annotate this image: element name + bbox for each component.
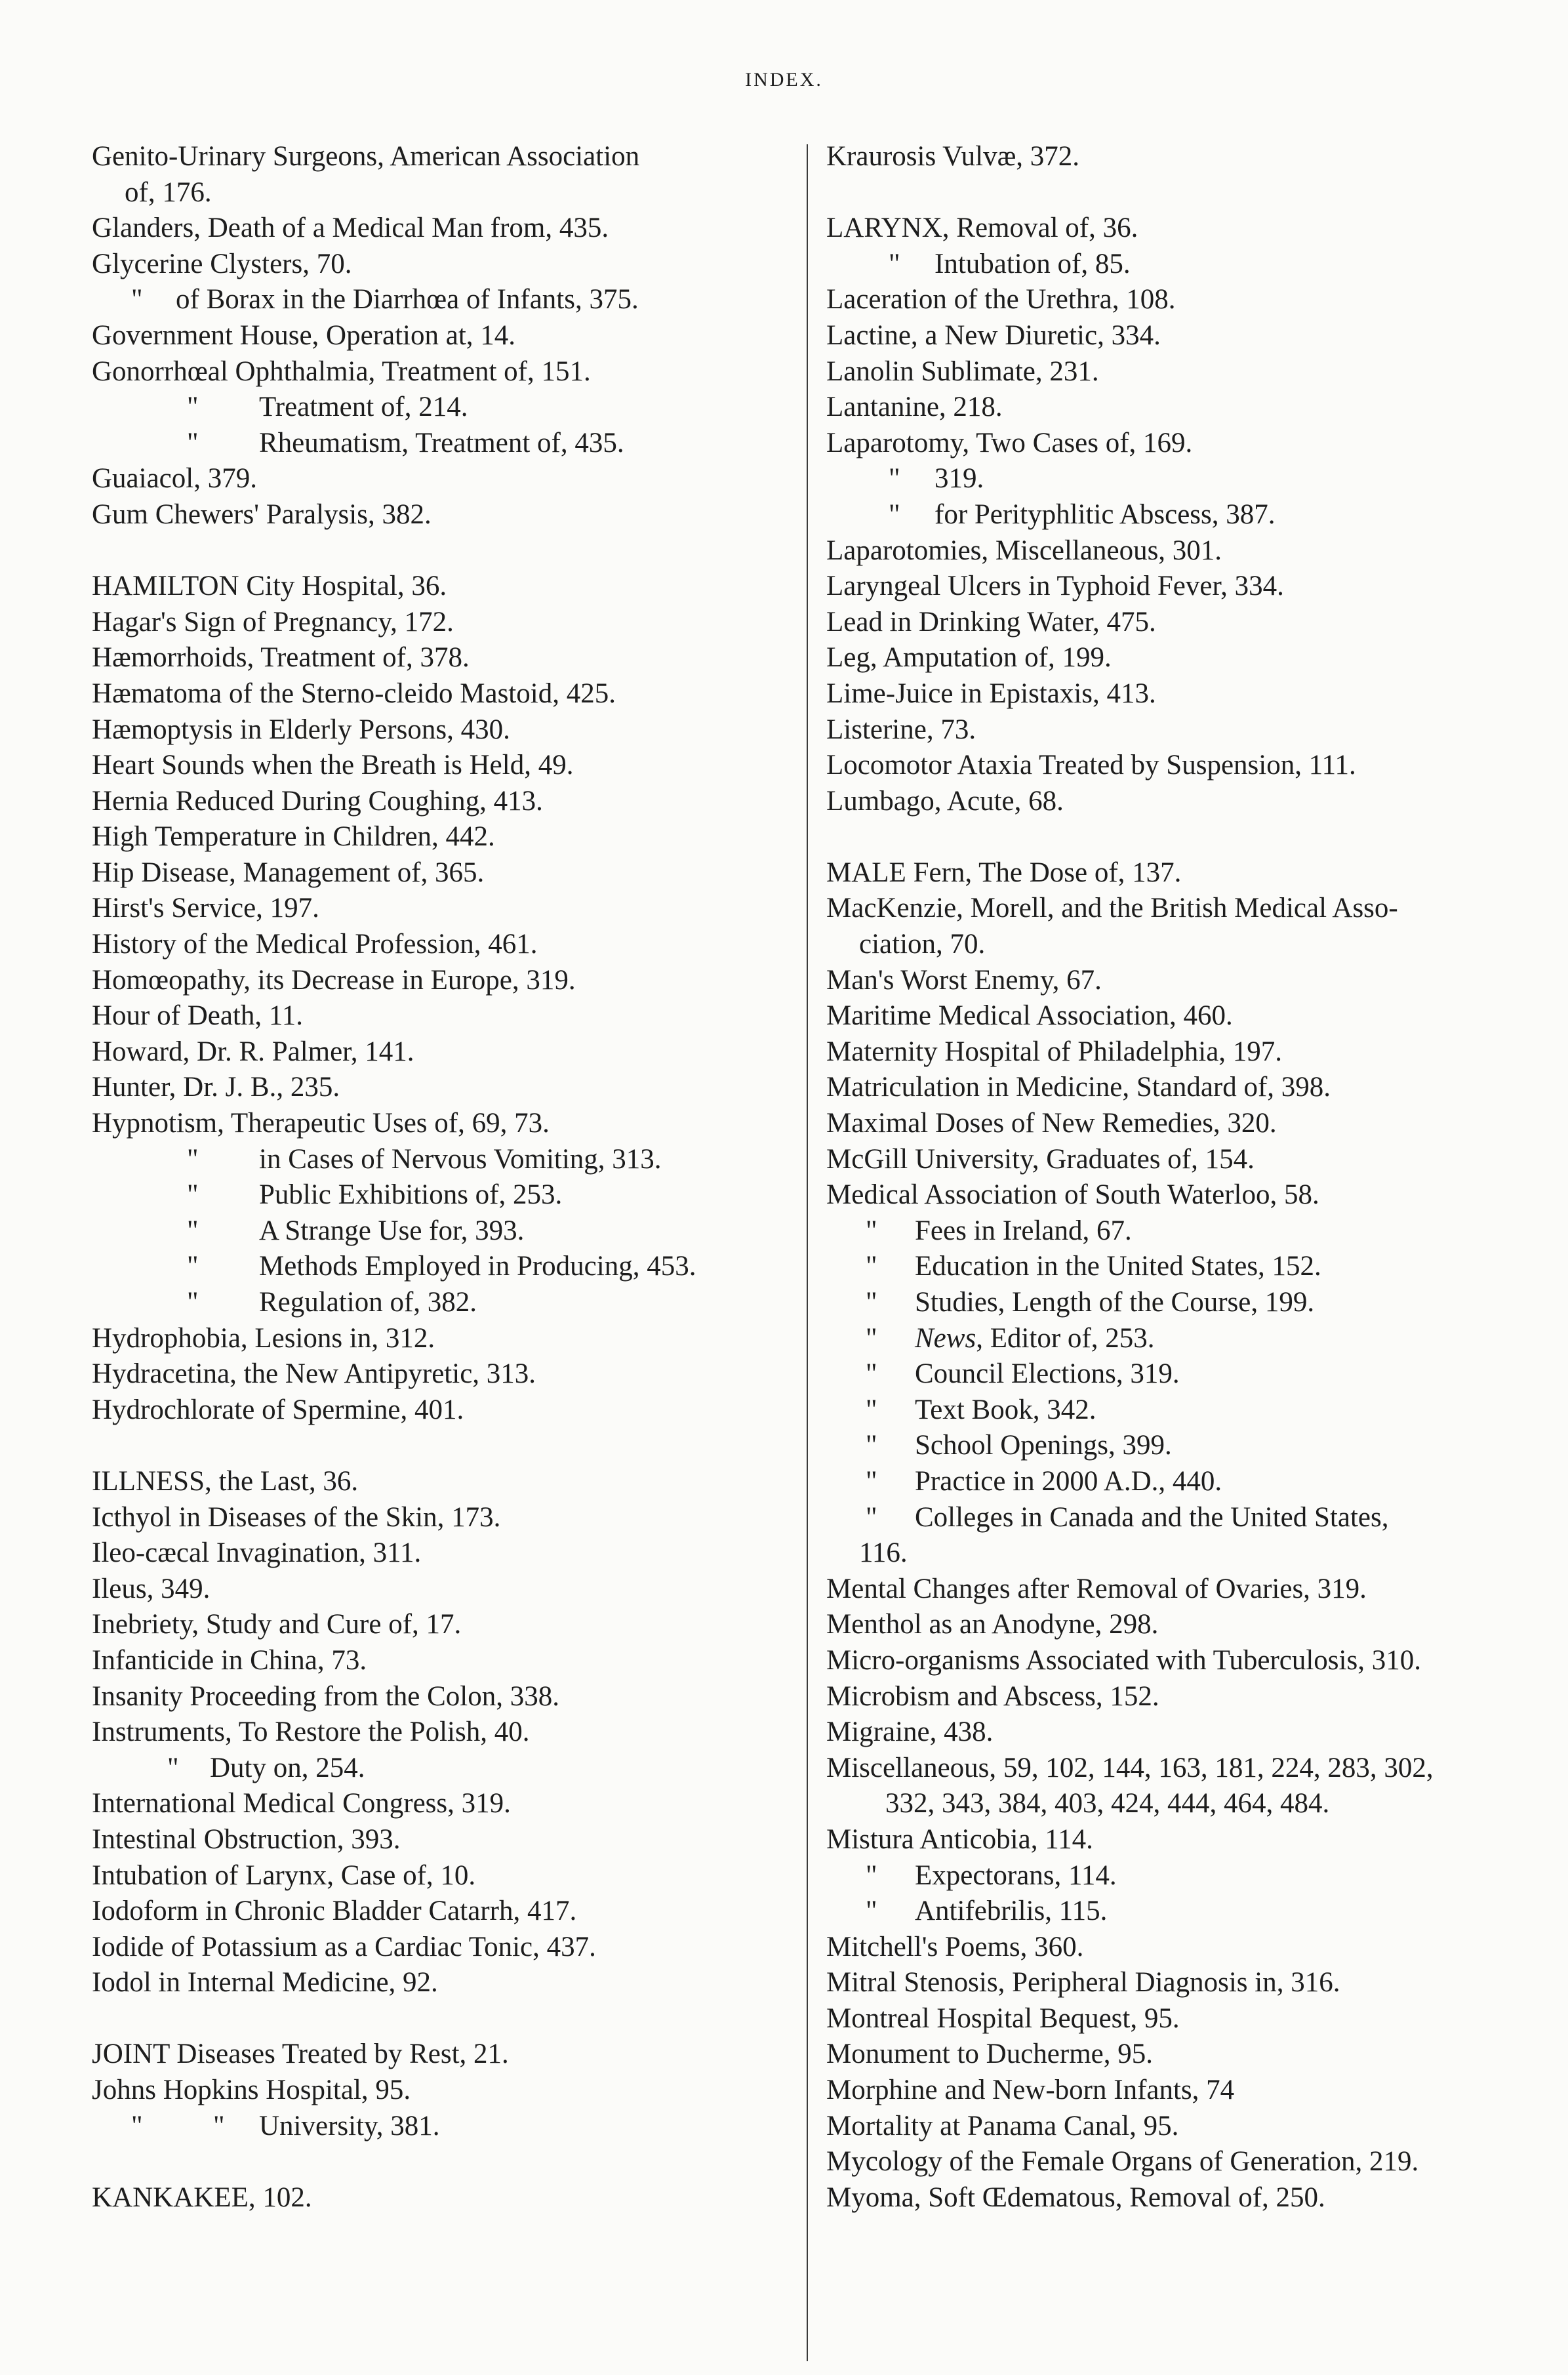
index-entry <box>826 1070 1528 1106</box>
index-entry-text: Hæmorrhoids, Treatment of, 378. <box>92 642 470 674</box>
ditto-mark: " <box>187 1251 199 1282</box>
index-entry <box>826 1679 1528 1715</box>
index-entry <box>92 1643 787 1679</box>
index-entry <box>826 676 1528 712</box>
index-subentry-text: Regulation of, 382. <box>259 1287 477 1318</box>
ditto-mark: " <box>187 392 199 423</box>
section-gap <box>92 2001 787 2037</box>
index-entry-text: Genito-Urinary Surgeons, American Association <box>92 141 640 172</box>
index-entry-text: Maternity Hospital of Philadelphia, 197. <box>826 1036 1283 1067</box>
index-entry <box>92 605 787 641</box>
ditto-mark: " <box>866 1215 877 1246</box>
index-entry <box>826 640 1528 676</box>
index-entry <box>92 712 787 748</box>
index-entry <box>826 712 1528 748</box>
index-entry-text: Laparotomies, Miscellaneous, 301. <box>826 535 1222 566</box>
index-entry <box>826 390 1528 426</box>
index-entry-text: Laceration of the Urethra, 108. <box>826 284 1176 315</box>
index-entry <box>92 1464 787 1500</box>
section-gap <box>92 1428 787 1464</box>
index-entry <box>92 1822 787 1858</box>
index-entry-text: Mental Changes after Removal of Ovaries, 319. <box>826 1573 1367 1604</box>
index-entry <box>92 354 787 390</box>
index-entry-text: Heart Sounds when the Breath is Held, 49. <box>92 750 574 781</box>
index-entry <box>826 605 1528 641</box>
index-entry-text: Kraurosis Vulvæ, 372. <box>826 141 1080 172</box>
index-entry-text: Ileo-cæcal Invagination, 311. <box>92 1537 422 1569</box>
index-subentry <box>92 1213 787 1249</box>
index-entry-continuation: ciation, 70. <box>859 929 986 960</box>
ditto-mark: " <box>866 1322 877 1354</box>
index-entry <box>826 963 1528 999</box>
index-entry <box>826 1643 1528 1679</box>
index-entry <box>826 2073 1528 2109</box>
index-entry <box>826 1177 1528 1213</box>
index-entry-text: Mycology of the Female Organs of Generation, 219. <box>826 2146 1419 2178</box>
ditto-mark: " <box>889 498 900 530</box>
ditto-mark: " <box>866 1896 877 1927</box>
index-entry <box>826 1535 1528 1572</box>
index-entry <box>92 1034 787 1070</box>
index-entry-text: JOINT Diseases Treated by Rest, 21. <box>92 2039 509 2070</box>
index-entry-text: Hydrophobia, Lesions in, 312. <box>92 1322 435 1354</box>
index-entry <box>92 1858 787 1894</box>
index-entry-text: Leg, Amputation of, 199. <box>826 642 1112 674</box>
index-entry <box>92 1392 787 1429</box>
index-entry <box>826 2001 1528 2037</box>
index-entry-text: Morphine and New-born Infants, 74 <box>826 2075 1235 2106</box>
ditto-mark: " <box>866 1859 877 1891</box>
ditto-mark: " <box>866 1465 877 1497</box>
index-subentry <box>826 1249 1528 1285</box>
section-gap <box>92 533 787 569</box>
index-entry-text: Man's Worst Enemy, 67. <box>826 964 1102 996</box>
index-entry-text: International Medical Congress, 319. <box>92 1788 511 1819</box>
column-divider <box>807 144 808 2361</box>
index-entry <box>826 1572 1528 1608</box>
ditto-mark: " <box>187 1215 199 1246</box>
index-entry <box>92 1930 787 1966</box>
index-entry <box>826 2037 1528 2073</box>
index-entry-text: Migraine, 438. <box>826 1716 994 1748</box>
index-entry-text: Government House, Operation at, 14. <box>92 319 516 351</box>
ditto-mark: " <box>866 1394 877 1425</box>
index-entry <box>92 461 787 497</box>
index-entry-text: Hunter, Dr. J. B., 235. <box>92 1072 340 1103</box>
index-entry <box>92 1715 787 1751</box>
index-entry-text: Laparotomy, Two Cases of, 169. <box>826 427 1193 458</box>
index-entry <box>92 497 787 533</box>
index-subentry-text: University, 381. <box>259 2110 440 2142</box>
index-entry <box>826 533 1528 569</box>
index-entry <box>826 318 1528 354</box>
index-entry-text: Ileus, 349. <box>92 1573 211 1604</box>
index-subentry-text: Education in the United States, 152. <box>915 1251 1321 1282</box>
index-subentry <box>826 1858 1528 1894</box>
index-entry-continuation: of, 176. <box>125 176 212 208</box>
ditto-mark: " <box>213 2110 225 2142</box>
index-entry-text: Iodide of Potassium as a Cardiac Tonic, 437. <box>92 1931 596 1962</box>
ditto-mark: " <box>866 1430 877 1461</box>
index-entry <box>92 1965 787 2001</box>
index-entry <box>92 569 787 605</box>
index-entry <box>92 998 787 1034</box>
index-subentry-text: in Cases of Nervous Vomiting, 313. <box>259 1143 662 1175</box>
ditto-mark: " <box>866 1358 877 1390</box>
index-entry-text: ILLNESS, the Last, 36. <box>92 1465 359 1497</box>
index-entry <box>826 927 1528 963</box>
index-entry <box>92 1535 787 1572</box>
index-entry-text: Hydracetina, the New Antipyretic, 313. <box>92 1358 536 1390</box>
index-subentry-text: Methods Employed in Producing, 453. <box>259 1251 696 1282</box>
index-entry-text: Hernia Reduced During Coughing, 413. <box>92 785 543 817</box>
index-entry-text: Gonorrhœal Ophthalmia, Treatment of, 151. <box>92 355 591 387</box>
index-entry-text: LARYNX, Removal of, 36. <box>826 213 1138 244</box>
index-entry <box>826 1607 1528 1643</box>
index-subentry-text: of Borax in the Diarrhœa of Infants, 375. <box>176 284 639 315</box>
index-entry <box>826 855 1528 891</box>
index-entry-text: Instruments, To Restore the Polish, 40. <box>92 1716 530 1748</box>
index-subentry-text: Public Exhibitions of, 253. <box>259 1179 563 1211</box>
index-entry <box>826 1786 1528 1822</box>
index-subentry-text: Colleges in Canada and the United States, <box>915 1501 1389 1533</box>
index-entry-text: Intubation of Larynx, Case of, 10. <box>92 1859 476 1891</box>
index-subentry-text: Studies, Length of the Course, 199. <box>915 1287 1315 1318</box>
index-entry-text: Howard, Dr. R. Palmer, 141. <box>92 1036 414 1067</box>
index-entry <box>92 247 787 283</box>
index-entry <box>92 1607 787 1643</box>
index-entry <box>92 927 787 963</box>
index-entry-text: Iodoform in Chronic Bladder Catarrh, 417. <box>92 1896 577 1927</box>
index-entry-text: Maritime Medical Association, 460. <box>826 1000 1233 1032</box>
index-entry <box>92 1786 787 1822</box>
index-subentry-text: Rheumatism, Treatment of, 435. <box>259 427 624 458</box>
index-entry-text: Johns Hopkins Hospital, 95. <box>92 2075 411 2106</box>
index-subentry <box>826 461 1528 497</box>
index-entry <box>826 784 1528 820</box>
index-subentry <box>92 1142 787 1178</box>
index-subentry-text: A Strange Use for, 393. <box>259 1215 525 1246</box>
index-entry <box>826 1034 1528 1070</box>
index-entry-continuation: 332, 343, 384, 403, 424, 444, 464, 484. <box>885 1788 1330 1819</box>
index-entry-text: MacKenzie, Morell, and the British Medical Asso- <box>826 893 1398 924</box>
index-entry-text: Microbism and Abscess, 152. <box>826 1680 1159 1712</box>
index-entry <box>826 1106 1528 1142</box>
index-subentry-text: Fees in Ireland, 67. <box>915 1215 1132 1246</box>
index-entry <box>826 2109 1528 2145</box>
index-subentry-text: Text Book, 342. <box>915 1394 1096 1425</box>
index-entry-text: Glycerine Clysters, 70. <box>92 248 352 279</box>
ditto-mark: " <box>167 1752 179 1783</box>
index-entry-text: Insanity Proceeding from the Colon, 338. <box>92 1680 559 1712</box>
index-entry-text: Lactine, a New Diuretic, 334. <box>826 319 1161 351</box>
section-gap <box>826 819 1528 855</box>
index-subentry <box>826 1285 1528 1321</box>
ditto-mark: " <box>187 1179 199 1211</box>
index-entry-text: Iodol in Internal Medicine, 92. <box>92 1967 438 1999</box>
index-entry <box>92 211 787 247</box>
index-entry-text: Lumbago, Acute, 68. <box>826 785 1064 817</box>
index-entry <box>92 2073 787 2109</box>
index-entry <box>92 676 787 712</box>
index-entry <box>826 1142 1528 1178</box>
index-entry-text: Maximal Doses of New Remedies, 320. <box>826 1108 1277 1139</box>
index-subentry <box>92 1285 787 1321</box>
index-entry-text: Gum Chewers' Paralysis, 382. <box>92 498 432 530</box>
index-entry <box>826 1715 1528 1751</box>
index-entry-text: HAMILTON City Hospital, 36. <box>92 571 447 602</box>
index-entry-text: History of the Medical Profession, 461. <box>92 929 538 960</box>
index-subentry-text: Council Elections, 319. <box>915 1358 1180 1390</box>
index-entry <box>92 175 787 211</box>
ditto-mark: " <box>131 2110 143 2142</box>
index-entry <box>92 1894 787 1930</box>
index-entry-text: Glanders, Death of a Medical Man from, 435. <box>92 213 609 244</box>
index-subentry <box>92 1177 787 1213</box>
index-entry <box>826 354 1528 390</box>
index-entry <box>92 1070 787 1106</box>
ditto-mark: " <box>866 1251 877 1282</box>
ditto-mark: " <box>131 284 143 315</box>
index-subentry-text: Treatment of, 214. <box>259 392 468 423</box>
index-subentry <box>826 1356 1528 1392</box>
index-entry-text: Hydrochlorate of Spermine, 401. <box>92 1394 464 1425</box>
index-entry <box>92 139 787 175</box>
index-entry-text: Hæmatoma of the Sterno-cleido Mastoid, 425. <box>92 678 616 709</box>
index-entry-text: Myoma, Soft Œdematous, Removal of, 250. <box>826 2182 1325 2213</box>
index-entry-text: Lantanine, 218. <box>826 392 1003 423</box>
index-subentry-text <box>915 1323 1155 1354</box>
index-subentry-rest: , Editor of, 253. <box>976 1322 1155 1354</box>
index-entry-text: MALE Fern, The Dose of, 137. <box>826 857 1182 888</box>
index-subentry <box>92 1249 787 1285</box>
index-entry <box>826 1965 1528 2001</box>
index-entry <box>92 891 787 927</box>
index-subentry <box>826 1428 1528 1464</box>
index-entry <box>92 640 787 676</box>
index-entry <box>92 819 787 855</box>
index-entry-text: McGill University, Graduates of, 154. <box>826 1143 1255 1175</box>
index-entry <box>92 855 787 891</box>
index-entry-text: Monument to Ducherme, 95. <box>826 2039 1153 2070</box>
index-entry-text: Infanticide in China, 73. <box>92 1644 367 1676</box>
index-entry <box>92 1356 787 1392</box>
index-entry-text: Homœopathy, its Decrease in Europe, 319. <box>92 964 576 996</box>
index-entry <box>92 1500 787 1536</box>
index-entry-text: Miscellaneous, 59, 102, 144, 163, 181, 224, 283, 302, <box>826 1752 1434 1783</box>
index-entry-text: Guaiacol, 379. <box>92 463 257 495</box>
index-entry-text: Medical Association of South Waterloo, 58. <box>826 1179 1319 1211</box>
ditto-mark: " <box>187 1143 199 1175</box>
index-entry-text: Lanolin Sublimate, 231. <box>826 355 1099 387</box>
index-subentry <box>826 1500 1528 1536</box>
ditto-mark: " <box>889 463 900 495</box>
index-entry <box>826 426 1528 462</box>
index-entry-text: Hypnotism, Therapeutic Uses of, 69, 73. <box>92 1108 550 1139</box>
index-entry-text: Locomotor Ataxia Treated by Suspension, 111. <box>826 750 1356 781</box>
index-subentry-text: Practice in 2000 A.D., 440. <box>915 1465 1222 1497</box>
index-subentry <box>826 1392 1528 1429</box>
index-entry-text: Hip Disease, Management of, 365. <box>92 857 485 888</box>
index-subentry <box>826 247 1528 283</box>
ditto-mark: " <box>889 248 900 279</box>
index-column-right <box>826 139 1528 2216</box>
index-entry <box>92 1106 787 1142</box>
index-entry <box>826 211 1528 247</box>
index-entry-text: Matriculation in Medicine, Standard of, 398. <box>826 1072 1331 1103</box>
index-entry-text: Inebriety, Study and Cure of, 17. <box>92 1609 462 1640</box>
index-entry-text: Intestinal Obstruction, 393. <box>92 1823 401 1855</box>
section-gap <box>92 2144 787 2180</box>
index-entry <box>826 2180 1528 2216</box>
index-subentry <box>92 426 787 462</box>
index-entry-text: Mortality at Panama Canal, 95. <box>826 2110 1179 2142</box>
index-entry-text: Mitral Stenosis, Peripheral Diagnosis in, 316. <box>826 1967 1340 1999</box>
ditto-mark: " <box>866 1501 877 1533</box>
index-entry-text: Mitchell's Poems, 360. <box>826 1931 1084 1962</box>
index-entry <box>92 318 787 354</box>
index-entry <box>92 784 787 820</box>
index-entry-text: Listerine, 73. <box>826 714 976 745</box>
index-entry <box>92 963 787 999</box>
index-subentry-text: for Perityphlitic Abscess, 387. <box>935 498 1276 530</box>
index-subentry <box>826 1894 1528 1930</box>
index-subentry-text: School Openings, 399. <box>915 1430 1172 1461</box>
ditto-mark: " <box>866 1287 877 1318</box>
index-entry-text: KANKAKEE, 102. <box>92 2182 312 2213</box>
index-entry <box>92 748 787 784</box>
index-entry <box>826 282 1528 318</box>
index-entry <box>92 2037 787 2073</box>
page-title: INDEX. <box>745 69 823 91</box>
index-subentry-text: Expectorans, 114. <box>915 1859 1117 1891</box>
index-entry-text: Lead in Drinking Water, 475. <box>826 606 1156 638</box>
index-subentry <box>826 497 1528 533</box>
index-entry <box>826 891 1528 927</box>
index-entry-text: Hirst's Service, 197. <box>92 893 319 924</box>
index-entry <box>826 2144 1528 2180</box>
index-entry <box>92 2180 787 2216</box>
index-entry-text: Hour of Death, 11. <box>92 1000 304 1032</box>
index-entry <box>826 1822 1528 1858</box>
index-entry-text: Hagar's Sign of Pregnancy, 172. <box>92 606 454 638</box>
italic-title: News <box>915 1322 976 1354</box>
index-entry <box>92 1321 787 1357</box>
index-subentry-text: Duty on, 254. <box>210 1752 365 1783</box>
index-subentry <box>826 1321 1528 1357</box>
index-entry-text: Icthyol in Diseases of the Skin, 173. <box>92 1501 501 1533</box>
index-entry-text: Lime-Juice in Epistaxis, 413. <box>826 678 1156 709</box>
index-entry <box>826 1751 1528 1787</box>
section-gap <box>826 175 1528 211</box>
index-entry <box>826 1930 1528 1966</box>
index-entry <box>826 998 1528 1034</box>
index-entry-text: High Temperature in Children, 442. <box>92 821 495 853</box>
index-entry-continuation: 116. <box>859 1537 908 1569</box>
index-entry-text: Mistura Anticobia, 114. <box>826 1823 1093 1855</box>
index-entry <box>92 1679 787 1715</box>
index-entry-text: Laryngeal Ulcers in Typhoid Fever, 334. <box>826 571 1284 602</box>
index-subentry <box>92 390 787 426</box>
index-entry <box>826 748 1528 784</box>
index-entry <box>826 569 1528 605</box>
index-subentry-text: Intubation of, 85. <box>935 248 1131 279</box>
index-subentry <box>92 1751 787 1787</box>
index-entry <box>826 139 1528 175</box>
ditto-mark: " <box>187 1287 199 1318</box>
index-entry-text: Hæmoptysis in Elderly Persons, 430. <box>92 714 510 745</box>
index-subentry <box>826 1213 1528 1249</box>
index-entry <box>92 2109 787 2145</box>
index-entry-text: Menthol as an Anodyne, 298. <box>826 1609 1159 1640</box>
index-subentry-text: 319. <box>935 463 984 495</box>
ditto-mark: " <box>187 427 199 458</box>
index-subentry <box>92 282 787 318</box>
index-entry-text: Montreal Hospital Bequest, 95. <box>826 2002 1180 2034</box>
index-entry <box>92 1572 787 1608</box>
index-subentry-text: Antifebrilis, 115. <box>915 1896 1108 1927</box>
index-entry-text: Micro-organisms Associated with Tuberculosis, 310. <box>826 1644 1421 1676</box>
index-column-left <box>92 139 787 2216</box>
index-subentry <box>826 1464 1528 1500</box>
